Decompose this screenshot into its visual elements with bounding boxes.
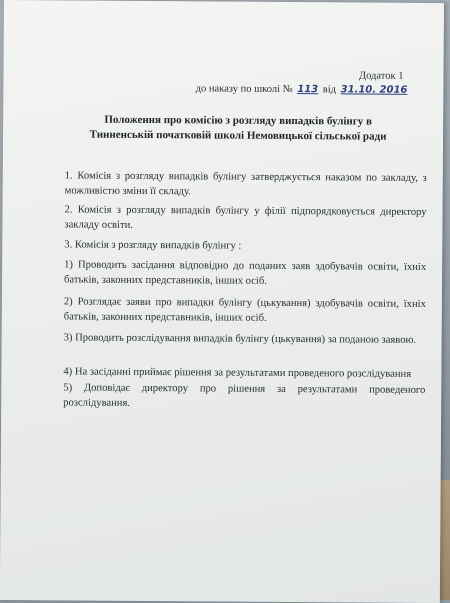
list-item-2: 2) Розглядає заяви про випадки булінгу (цькування) здобувачів освіти, їхніх батьків, законних представників, інших осіб. (63, 296, 426, 324)
order-date-prefix: від (322, 84, 337, 96)
order-reference (196, 83, 410, 95)
list-item-4: 4) На засіданні приймає рішення за результатами проведеного розслідування (63, 366, 412, 380)
paragraph-2: 2. Комісія з розгляду випадків булінгу у філії підпорядковується директору закладу освіти. (64, 204, 427, 231)
list-item-3: 3) Проводить розслідування випадків булінгу (цькування) за поданою заявою. (63, 332, 417, 346)
order-prefix: до наказу по школі № (195, 83, 293, 96)
order-number: 113 (297, 84, 319, 96)
list-item-1: 1) Проводить засідання відповідно до поданих заяв здобувачів освіти, їхніх батьків, законних представників, інших осіб. (64, 259, 427, 287)
appendix-label: Додаток 1 (358, 70, 404, 82)
order-date: 31.10. 2016 (340, 84, 408, 96)
paragraph-1: 1. Комісія з розгляду випадків булінгу затверджується наказом по закладу, з можливістю зміни її складу. (64, 170, 427, 198)
document-title: Положення про комісію з розгляду випадків булінгу в Тинненській початковій школі Немовицької сільської ради (89, 113, 387, 143)
list-item-5: 5) Доповідає директору про рішення за результатами проведеного розслідування. (63, 382, 426, 409)
paragraph-3: 3. Комісія з розгляду випадків булінгу : (64, 239, 242, 252)
